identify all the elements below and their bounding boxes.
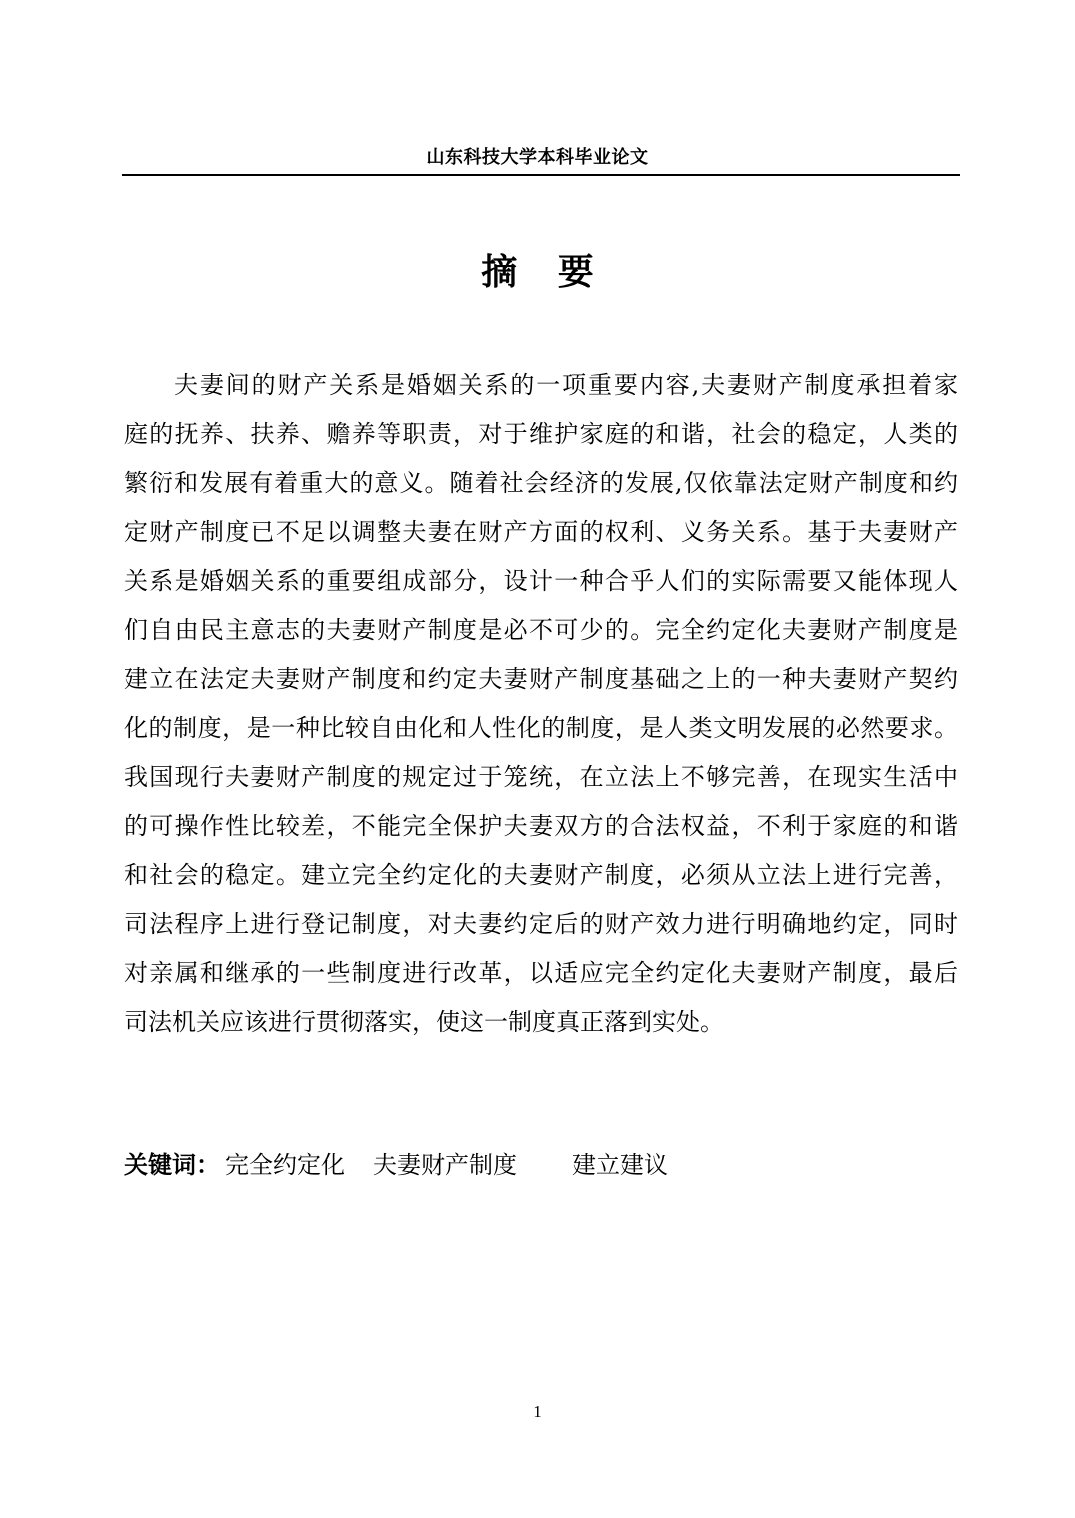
keyword-item: 建立建议 [572, 1151, 668, 1179]
keywords-row [124, 1149, 668, 1181]
abstract-line: 们自由民主意志的夫妻财产制度是必不可少的。完全约定化夫妻财产制度是 [124, 616, 958, 644]
abstract-line: 化的制度，是一种比较自由化和人性化的制度，是人类文明发展的必然要求。 [124, 714, 958, 742]
abstract-line: 的可操作性比较差，不能完全保护夫妻双方的合法权益，不利于家庭的和谐 [124, 812, 958, 840]
abstract-line: 司法机关应该进行贯彻落实，使这一制度真正落到实处。 [124, 1008, 724, 1036]
header-rule [122, 174, 960, 176]
abstract-line: 和社会的稳定。建立完全约定化的夫妻财产制度，必须从立法上进行完善， [124, 861, 958, 889]
abstract-body [124, 361, 958, 1047]
abstract-line: 庭的抚养、扶养、赡养等职责，对于维护家庭的和谐，社会的稳定，人类的 [124, 420, 958, 448]
keywords-label: 关键词： [124, 1150, 220, 1179]
abstract-line: 对亲属和继承的一些制度进行改革，以适应完全约定化夫妻财产制度，最后 [124, 959, 958, 987]
abstract-line: 繁衍和发展有着重大的意义。随着社会经济的发展,仅依靠法定财产制度和约 [124, 469, 958, 497]
abstract-heading: 摘 要 [481, 251, 594, 293]
keyword-item: 夫妻财产制度 [373, 1151, 517, 1179]
abstract-line: 我国现行夫妻财产制度的规定过于笼统，在立法上不够完善，在现实生活中 [124, 763, 958, 791]
running-header-title: 山东科技大学本科毕业论文 [426, 147, 649, 168]
keyword-item: 完全约定化 [225, 1151, 345, 1179]
abstract-line: 夫妻间的财产关系是婚姻关系的一项重要内容,夫妻财产制度承担着家 [174, 371, 958, 399]
abstract-line: 关系是婚姻关系的重要组成部分，设计一种合乎人们的实际需要又能体现人 [124, 567, 958, 595]
page-number: 1 [533, 1402, 542, 1421]
abstract-line: 定财产制度已不足以调整夫妻在财产方面的权利、义务关系。基于夫妻财产 [124, 518, 958, 546]
abstract-line: 司法程序上进行登记制度，对夫妻约定后的财产效力进行明确地约定，同时 [124, 910, 958, 938]
abstract-line: 建立在法定夫妻财产制度和约定夫妻财产制度基础之上的一种夫妻财产契约 [124, 665, 958, 693]
